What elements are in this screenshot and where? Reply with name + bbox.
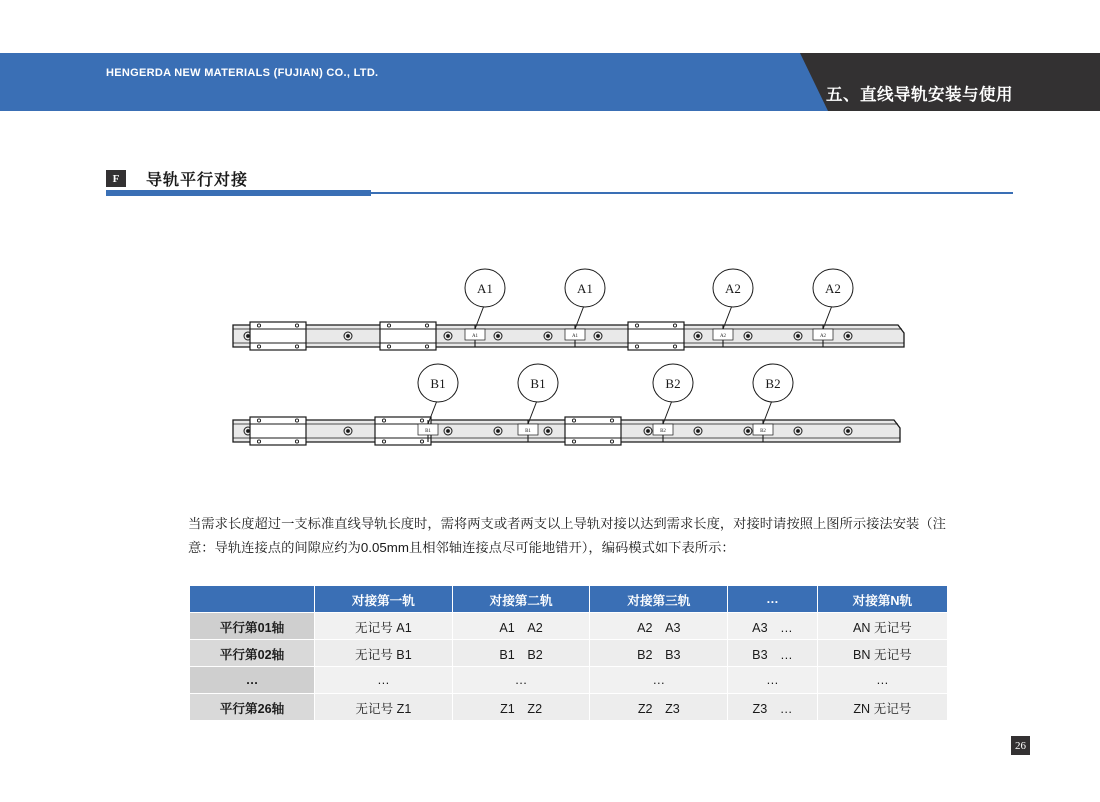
- table-cell: Z3 …: [728, 694, 818, 721]
- balloon-label-top-3: A2: [725, 281, 741, 296]
- table-row-label: 平行第02轴: [190, 640, 315, 667]
- svg-text:B2: B2: [660, 429, 666, 434]
- heading-rule-thin: [371, 192, 1013, 194]
- table-cell: A2 A3: [590, 613, 728, 640]
- page-header: [0, 53, 1100, 111]
- svg-text:A1: A1: [471, 334, 479, 339]
- balloon-label-bottom-4: B2: [765, 376, 781, 391]
- table-header-cell-5: 对接第N轨: [817, 586, 947, 613]
- balloon-label-top-1: A1: [477, 281, 493, 296]
- svg-text:A2: A2: [819, 334, 827, 339]
- table-cell: Z1 Z2: [452, 694, 590, 721]
- company-name: HENGERDA NEW MATERIALS (FUJIAN) CO., LTD.: [106, 67, 379, 79]
- table-cell: A1 A2: [452, 613, 590, 640]
- table-cell: …: [728, 667, 818, 694]
- page-number: 26: [1011, 736, 1030, 755]
- table-cell: 无记号 A1: [315, 613, 453, 640]
- table-cell: ZN 无记号: [817, 694, 947, 721]
- table-row-label: …: [190, 667, 315, 694]
- table-cell: B1 B2: [452, 640, 590, 667]
- coding-table-wrapper: [189, 585, 948, 721]
- table-cell: B3 …: [728, 640, 818, 667]
- table-header-cell-3: 对接第三轨: [590, 586, 728, 613]
- subsection-heading: [106, 167, 248, 190]
- balloon-label-bottom-1: B1: [430, 376, 446, 391]
- svg-text:B1: B1: [425, 429, 431, 434]
- header-blue-band: [0, 53, 800, 111]
- table-row-label: 平行第26轴: [190, 694, 315, 721]
- table-header-cell-4: …: [728, 586, 818, 613]
- svg-text:B2: B2: [760, 429, 766, 434]
- table-cell: AN 无记号: [817, 613, 947, 640]
- table-cell: 无记号 B1: [315, 640, 453, 667]
- table-header-cell-0: [190, 586, 315, 613]
- balloon-label-top-4: A2: [825, 281, 841, 296]
- body-paragraph: 当需求长度超过一支标准直线导轨长度时，需将两支或者两支以上导轨对接以达到需求长度，对接时请按照上图所示接法安装（注意：导轨连接点的间隙应约为0.05mm且相邻轴连接点尽可能地错开），编码模式如下表所示：: [188, 516, 946, 555]
- section-title: 五、直线导轨安装与使用: [826, 86, 1013, 104]
- table-row: [190, 613, 948, 640]
- rail-row-top: [233, 269, 904, 350]
- table-cell: BN 无记号: [817, 640, 947, 667]
- table-cell: …: [452, 667, 590, 694]
- svg-text:A1: A1: [571, 334, 579, 339]
- svg-text:B1: B1: [525, 429, 531, 434]
- balloon-label-top-2: A1: [577, 281, 593, 296]
- table-row: [190, 667, 948, 694]
- table-header-cell-1: 对接第一轨: [315, 586, 453, 613]
- table-cell: …: [315, 667, 453, 694]
- table-cell: 无记号 Z1: [315, 694, 453, 721]
- heading-rule-thick: [106, 190, 371, 196]
- table-cell: B2 B3: [590, 640, 728, 667]
- balloon-label-bottom-2: B1: [530, 376, 546, 391]
- rail-row-bottom: [233, 364, 900, 445]
- subsection-title: 导轨平行对接: [146, 172, 249, 189]
- table-cell: …: [590, 667, 728, 694]
- table-row-label: 平行第01轴: [190, 613, 315, 640]
- balloon-label-bottom-3: B2: [665, 376, 681, 391]
- table-cell: A3 …: [728, 613, 818, 640]
- table-cell: Z2 Z3: [590, 694, 728, 721]
- coding-table: [189, 585, 948, 721]
- table-header-cell-2: 对接第二轨: [452, 586, 590, 613]
- table-cell: …: [817, 667, 947, 694]
- svg-text:A2: A2: [719, 334, 727, 339]
- table-row: [190, 694, 948, 721]
- rail-joint-diagram: [180, 255, 940, 470]
- subsection-badge: F: [106, 170, 126, 187]
- table-row: [190, 640, 948, 667]
- table-header-row: [190, 586, 948, 613]
